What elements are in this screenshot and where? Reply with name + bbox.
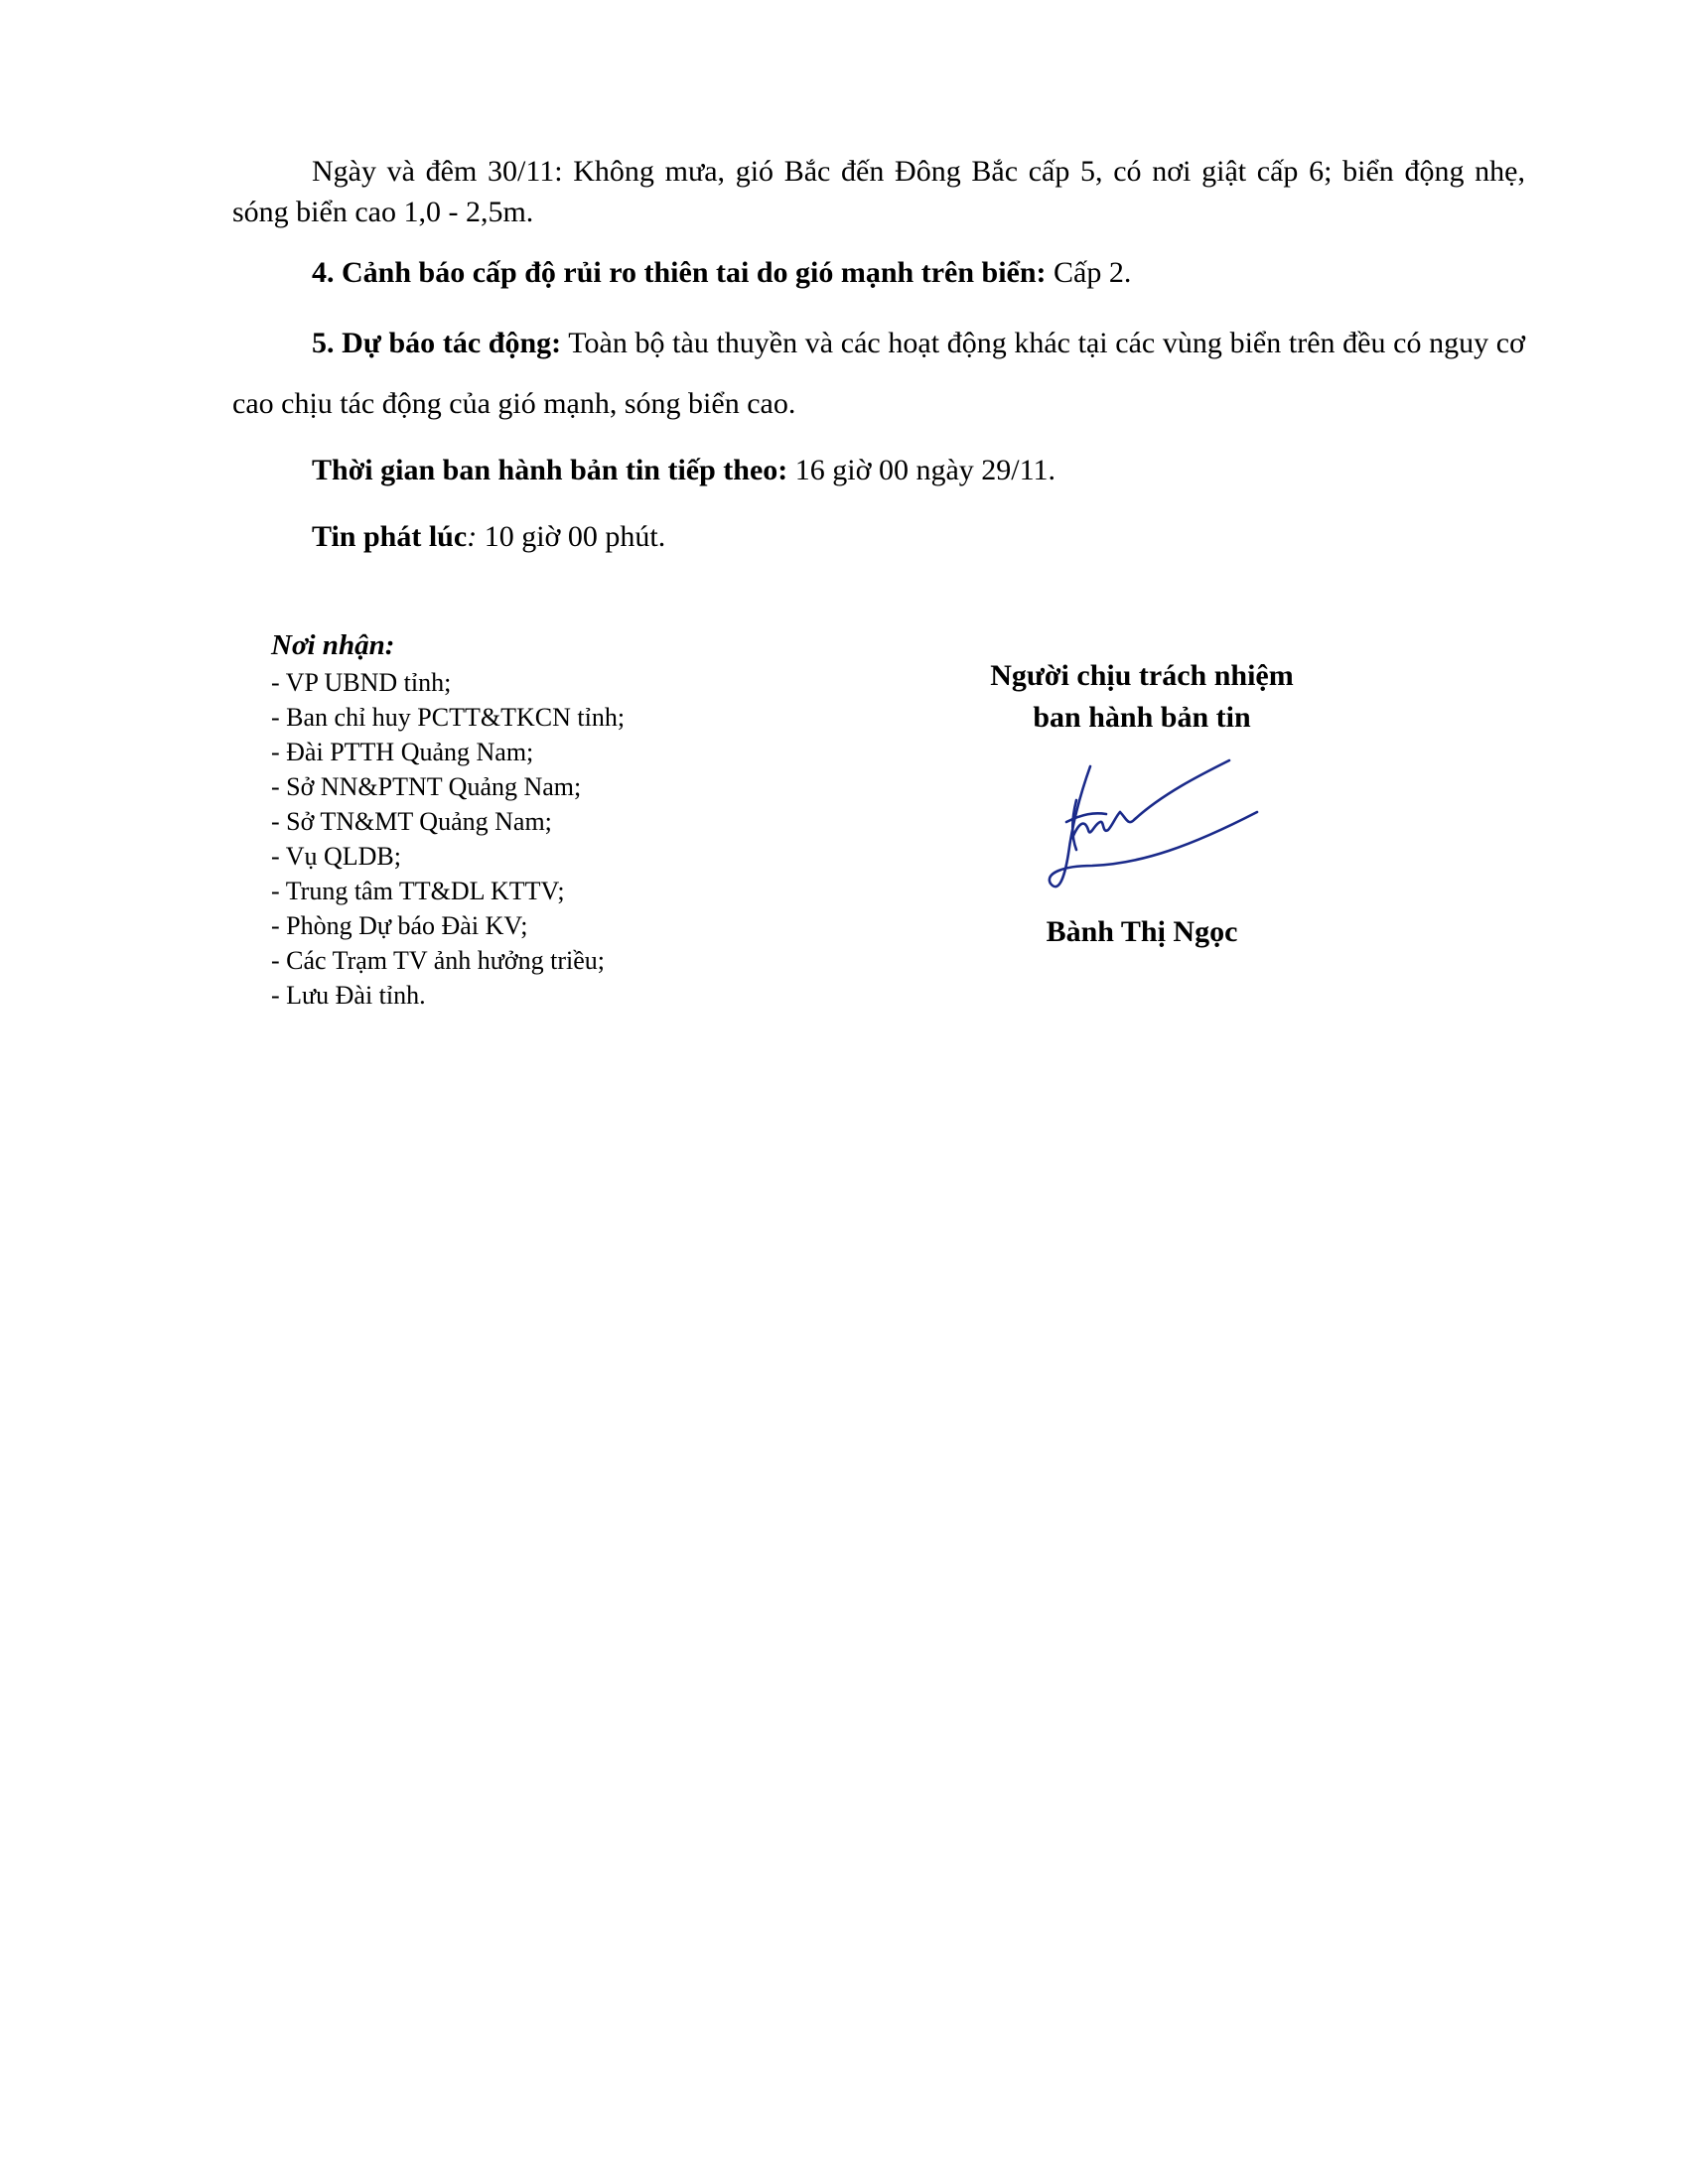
recipient-item: - Sở NN&PTNT Quảng Nam; (271, 772, 582, 801)
signer-name: Bành Thị Ngọc (1046, 915, 1238, 948)
recipients-block (271, 625, 787, 1013)
risk-warning-value: Cấp 2. (1046, 256, 1132, 289)
recipient-item: - Trung tâm TT&DL KTTV; (271, 877, 565, 905)
recipients-list (271, 665, 787, 1013)
risk-warning-label: 4. Cảnh báo cấp độ rủi ro thiên tai do gió mạnh trên biển: (312, 256, 1047, 289)
recipient-item: - Phòng Dự báo Đài KV; (271, 911, 528, 940)
risk-warning-paragraph (232, 252, 1525, 293)
forecast-day-night-text: Ngày và đêm 30/11: Không mưa, gió Bắc đến Đông Bắc cấp 5, có nơi giật cấp 6; biển động nhẹ, sóng biển cao 1,0 - 2,5m. (232, 155, 1525, 228)
next-bulletin-paragraph (232, 440, 1525, 500)
issue-time-colon: : (467, 520, 478, 553)
recipient-item: - Vụ QLDB; (271, 842, 401, 871)
impact-forecast-value: Toàn bộ tàu thuyền và các hoạt động khác tại các vùng biển trên đều có nguy cơ cao chịu tác động của gió mạnh, sóng biển cao. (232, 327, 1525, 420)
next-bulletin-value: 16 giờ 00 ngày 29/11. (787, 454, 1056, 486)
forecast-body (232, 151, 1525, 567)
recipient-item: - Các Trạm TV ảnh hưởng triều; (271, 946, 605, 975)
impact-forecast-label: 5. Dự báo tác động: (312, 327, 562, 359)
signer-title-block (923, 655, 1360, 739)
next-bulletin-label: Thời gian ban hành bản tin tiếp theo: (312, 454, 788, 486)
recipients-title: Nơi nhận: (271, 629, 395, 661)
recipient-item: - VP UBND tỉnh; (271, 668, 452, 697)
signature-strokes (1050, 760, 1257, 887)
issue-time-paragraph (232, 506, 1525, 567)
issue-time-label: Tin phát lúc (312, 520, 468, 553)
recipient-item: - Sở TN&MT Quảng Nam; (271, 807, 552, 836)
recipient-item: - Đài PTTH Quảng Nam; (271, 738, 534, 766)
forecast-day-night-paragraph (232, 151, 1525, 232)
signer-title-line-1: Người chịu trách nhiệm (990, 659, 1294, 692)
issue-time-value: 10 giờ 00 phút. (477, 520, 666, 553)
recipient-item: - Lưu Đài tỉnh. (271, 981, 426, 1010)
recipient-item: - Ban chỉ huy PCTT&TKCN tỉnh; (271, 703, 626, 732)
handwritten-signature (1033, 754, 1271, 903)
impact-forecast-paragraph (232, 313, 1525, 434)
signer-title-line-2: ban hành bản tin (1033, 701, 1251, 734)
